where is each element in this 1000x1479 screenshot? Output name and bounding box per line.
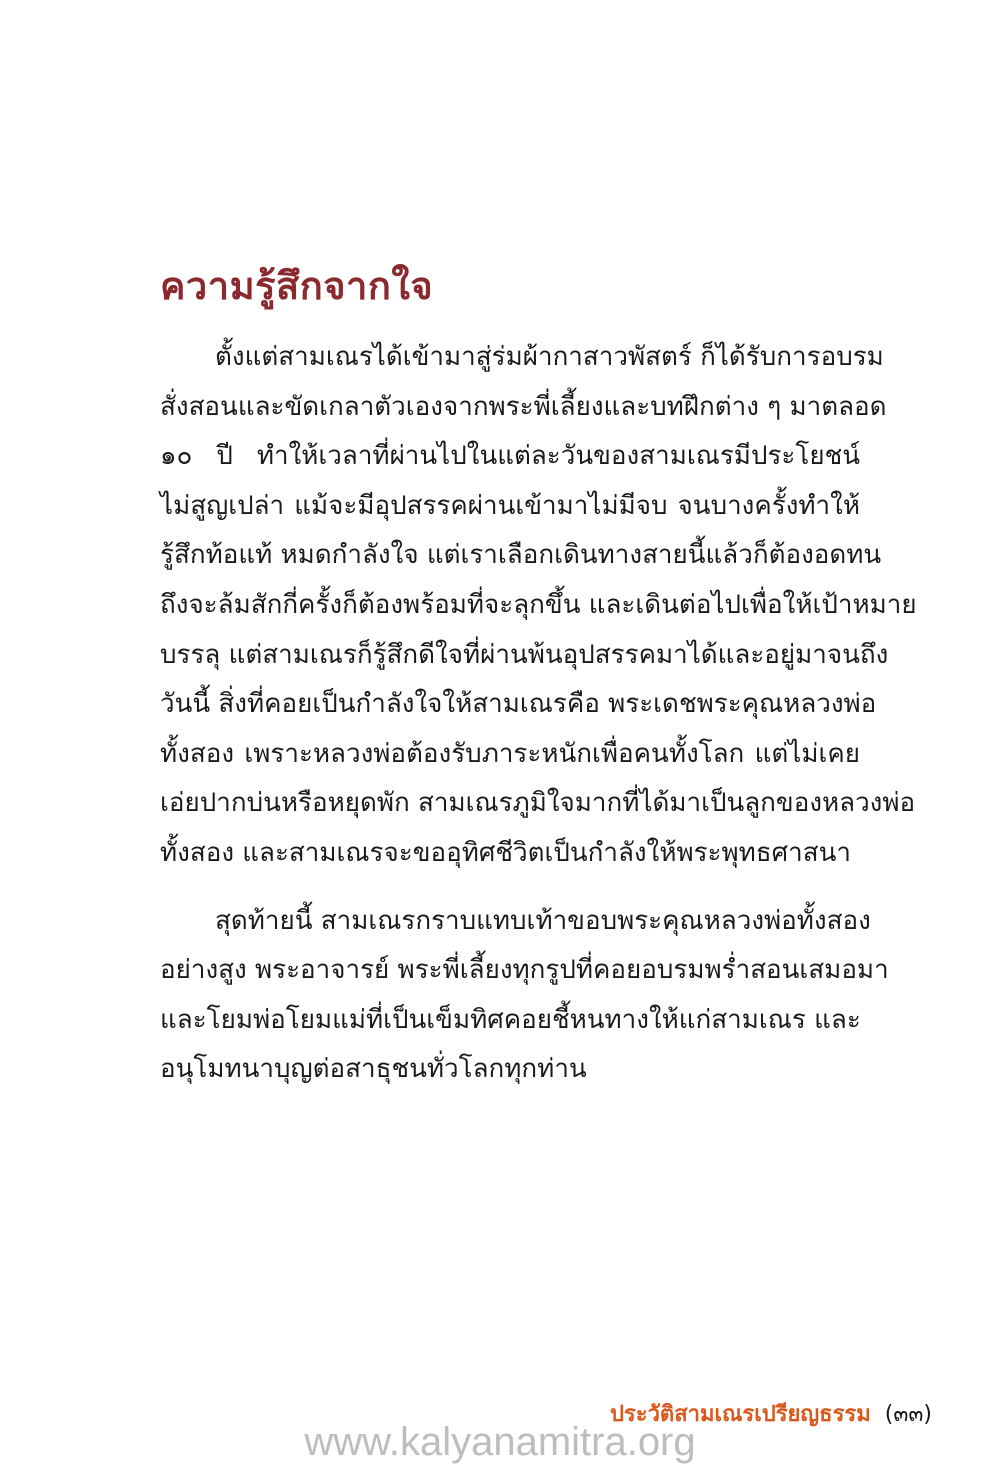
- paragraph-line: อย่างสูง พระอาจารย์ พระพี่เลี้ยงทุกรูปที่คอยอบรมพร่ำสอนเสมอมา: [160, 955, 889, 986]
- paragraph-line: ทั้งสอง เพราะหลวงพ่อต้องรับภาระหนักเพื่อคนทั้งโลก แต่ไม่เคย: [160, 738, 860, 769]
- paragraph-line: และโยมพ่อโยมแม่ที่เป็นเข็มทิศคอยชี้หนทางให้แก่สามเณร และ: [160, 1004, 861, 1035]
- watermark-url: www.kalyanamitra.org: [304, 1420, 696, 1464]
- footer-book-title: ประวัติสามเณรเปรียญธรรม: [609, 1402, 871, 1427]
- paragraph-1: [160, 333, 917, 879]
- paragraph-line: สุดท้ายนี้ สามเณรกราบแทบเท้าขอบพระคุณหลวงพ่อทั้งสอง: [215, 905, 871, 936]
- paragraph-spacer: [160, 879, 860, 897]
- paragraph-line: เอ่ยปากบ่นหรือหยุดพัก สามเณรภูมิใจมากที่ได้มาเป็นลูกของหลวงพ่อ: [160, 788, 916, 819]
- paragraph-line: รู้สึกท้อแท้ หมดกำลังใจ แต่เราเลือกเดินทางสายนี้แล้วก็ต้องอดทน: [160, 540, 882, 571]
- body-text: [160, 333, 917, 1095]
- paragraph-line: ถึงจะล้มสักกี่ครั้งก็ต้องพร้อมที่จะลุกขึ้น และเดินต่อไปเพื่อให้เป้าหมาย: [160, 589, 917, 620]
- paragraph-line: อนุโมทนาบุญต่อสาธุชนทั่วโลกทุกท่าน: [160, 1054, 587, 1085]
- page-title: ความรู้สึกจากใจ: [160, 264, 434, 308]
- paragraph-line: วันนี้ สิ่งที่คอยเป็นกำลังใจให้สามเณรคือ พระเดชพระคุณหลวงพ่อ: [160, 689, 877, 720]
- paragraph-2: [160, 897, 889, 1095]
- footer-page-number: (๓๓): [884, 1402, 932, 1427]
- paragraph-line: บรรลุ แต่สามเณรก็รู้สึกดีใจที่ผ่านพ้นอุปสรรคมาได้และอยู่มาจนถึง: [160, 639, 889, 670]
- paragraph-line: ทั้งสอง และสามเณรจะขออุทิศชีวิตเป็นกำลังให้พระพุทธศาสนา: [160, 837, 852, 868]
- paragraph-line: ตั้งแต่สามเณรได้เข้ามาสู่ร่มผ้ากาสาวพัสตร์ ก็ได้รับการอบรม: [215, 342, 884, 372]
- paragraph-line: สั่งสอนและขัดเกลาตัวเองจากพระพี่เลี้ยงและบทฝึกต่าง ๆ มาตลอด: [160, 391, 887, 422]
- paragraph-line: ๑๐ ปี ทำให้เวลาที่ผ่านไปในแต่ละวันของสามเณรมีประโยชน์: [160, 441, 860, 472]
- paragraph-line: ไม่สูญเปล่า แม้จะมีอุปสรรคผ่านเข้ามาไม่มีจบ จนบางครั้งทำให้: [160, 490, 860, 521]
